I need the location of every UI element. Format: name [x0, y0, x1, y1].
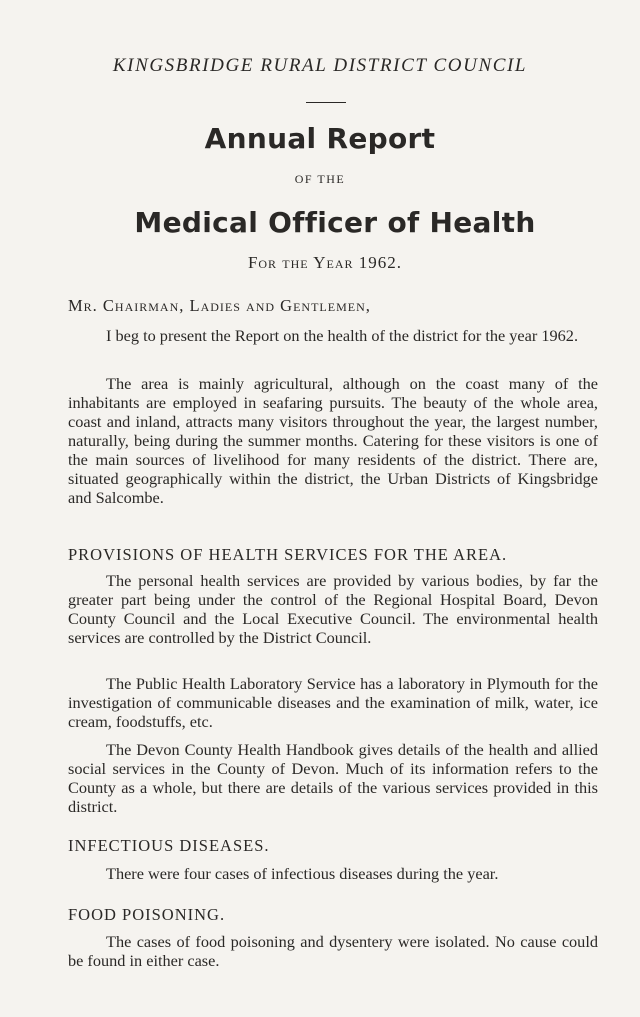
council-name: KINGSBRIDGE RURAL DISTRICT COUNCIL — [112, 55, 528, 76]
paragraph-food-poisoning: The cases of food poisoning and dysentery were isolated. No cause could be found in either case. — [68, 932, 598, 970]
paragraph-area: The area is mainly agricultural, although on the coast many of the inhabitants are employed in seafaring pursuits. The beauty of the whole area, coast and inland, attracts many visitors throughout the year, the largest number, naturally, being during the summer months. Catering for these visitors is one of the main sources of livelihood for many residents of the district. There are, situated geographically within the district, the Urban Districts of Kingsbridge and Salcombe. — [68, 374, 598, 507]
title-divider — [306, 102, 346, 103]
paragraph-personal-services: The personal health services are provided by various bodies, by far the greater part being under the control of the Regional Hospital Board, Devon County Council and the Local Executive Council. The environmental health services are controlled by the District Council. — [68, 571, 598, 647]
paragraph-handbook: The Devon County Health Handbook gives details of the health and allied social services in the County of Devon. Much of its information refers to the County as a whole, but there are details of the various services provided in this district. — [68, 740, 598, 816]
report-title: Annual Report — [204, 122, 436, 155]
report-subtitle: Medical Officer of Health — [134, 206, 536, 239]
salutation: Mr. Chairman, Ladies and Gentlemen, — [68, 296, 371, 315]
heading-provisions: PROVISIONS OF HEALTH SERVICES FOR THE AREA. — [68, 545, 508, 564]
paragraph-intro: I beg to present the Report on the health of the district for the year 1962. — [106, 326, 579, 345]
of-the-line: OF THE — [294, 172, 346, 186]
heading-infectious-diseases: INFECTIOUS DISEASES. — [68, 836, 270, 855]
heading-food-poisoning: FOOD POISONING. — [68, 905, 226, 924]
paragraph-laboratory: The Public Health Laboratory Service has a laboratory in Plymouth for the investigation of communicable diseases and the examination of milk, water, ice cream, foodstuffs, etc. — [68, 674, 598, 731]
report-year: For the Year 1962. — [247, 253, 403, 272]
paragraph-infectious: There were four cases of infectious diseases during the year. — [106, 864, 499, 883]
